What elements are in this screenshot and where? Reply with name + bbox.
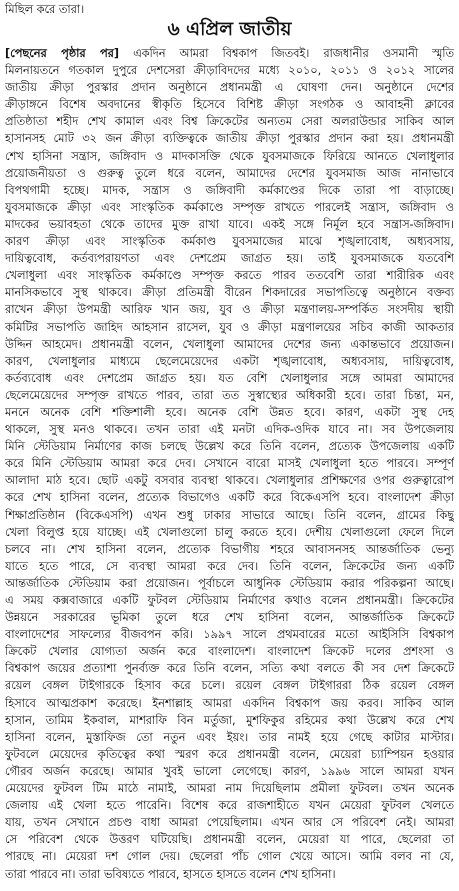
article-line — [5, 421, 454, 438]
article-line — [5, 814, 454, 831]
article-line-text: মেয়েদের ফুটবল টিম মাঠে নামাই, আমরা নাম দিয়েছিলাম প্রমীলা ফুটবল। তখন অনেক — [5, 782, 454, 796]
article-line-text: গৌরব অর্জন করেছে। আমার খুবই ভালো লেগেছে। কারণ, ১৯৯৬ সালে আমরা যখন — [5, 764, 454, 778]
article-line-text: রয়েল বেঙ্গল টাইগারকে হিসাব করে চলে। রয়েল বেঙ্গল টাইগাররা ঠিক রয়েল বেঙ্গল — [5, 679, 454, 693]
article-line-text: বিপথগামী হচ্ছে। মাদক, সন্ত্রাস ও জঙ্গিবাদী কর্মকাণ্ডের দিকে তারা পা বাড়াচ্ছে। — [5, 183, 454, 197]
article-line-text: কর্তব্যবোধ এবং দেশপ্রেম জাগ্রত হয়। যত বেশি খেলাধুলার সঙ্গে আমরা আমাদের — [5, 371, 454, 385]
article-line-text: জাতীয় ক্রীড়া পুরস্কার প্রদান অনুষ্ঠানে প্রধানমন্ত্রী এ ঘোষণা দেন। অনুষ্ঠানে দেশের — [5, 81, 454, 95]
article-line-text: শিক্ষাপ্রতিষ্ঠান (বিকেএসপি) এখন শুধু ঢাকার সাভারে আছে। তিনি বলেন, গ্রামের কিছু — [5, 508, 454, 522]
article-headline: ৬ এপ্রিল জাতীয় — [167, 19, 292, 40]
article-line — [5, 96, 454, 113]
article-line — [5, 575, 454, 592]
article-line-text: খেলা বিলুপ্ত হয়ে যাচ্ছে। এই খেলাগুলো চালু করতে হবে। দেশীয় খেলাগুলো ফেলে দিলে — [5, 525, 454, 539]
article-line-text: হিসাবে আত্মপ্রকাশ করেছে। ইনশাল্লাহ আমরা একদিন বিশ্বকাপ জয় করব। সাকিব আল — [5, 696, 454, 710]
article-line-text: কারণ ক্রীড়া এবং সাংস্কৃতিক কর্মকাণ্ড যুবসমাজের মাঝে শৃঙ্খলাবোধ, অধ্যবসায়, — [5, 235, 454, 249]
article-line-text: প্রতিষ্ঠাতা শহীদ শেখ কামাল এবং বিশ্ব ক্রিকেটের অন্যতম সেরা অলরাউন্ডার সাকিব আল — [5, 115, 454, 129]
article-line — [5, 370, 454, 387]
article-line — [5, 216, 454, 233]
article-body — [5, 45, 454, 883]
article-line-text: হাসানসহ মোট ৩২ জন ক্রীড়া ব্যক্তিত্বকে জাতীয় ক্রীড়া পুরস্কার প্রদান করা হয়। প্রধানমন্ত্রী — [5, 132, 454, 146]
article-line-text: সে পরিবেশ থেকে উত্তরণ ঘটিয়েছি। প্রধানমন্ত্রী বলেন, মেয়েরা যা পারে, ছেলেরা তা — [5, 833, 454, 847]
article-line — [5, 387, 454, 404]
article-line — [5, 113, 454, 130]
article-line-text: তারা পারবে না। তারা ভবিষ্যতে পারবে, হাসতে হাসতে বলেন শেখ হাসিনা। — [5, 867, 336, 881]
article-line — [5, 541, 454, 558]
article-line-text: একদিন আমরা বিশ্বকাপ জিতবই। রাজধানীর ওসমানী স্মৃতি — [119, 47, 454, 60]
article-line — [5, 660, 454, 677]
article-line — [5, 558, 454, 575]
article-line-text: মননে অনেক বেশি শক্তিশালী হবে। অনেক বেশি উন্নত হবে। কারণ, একটা সুস্থ দেহ — [5, 405, 454, 419]
article-line — [5, 353, 454, 370]
article-line-text: আন্তর্জাতিক স্টেডিয়াম করা প্রয়োজন। পূর্বাচলে আধুনিক স্টেডিয়াম করার পরিকল্পনা আছে। — [5, 576, 454, 590]
continued-from-tag: [পেছনের পৃষ্ঠার পর] — [5, 47, 120, 60]
article-line-text: আলাদা মাঠ হবে। ছোট একটু বসবার ব্যবস্থা থাকবে। খেলাধুলার প্রশিক্ষণের ওপর গুরুত্বারোপ — [5, 474, 454, 488]
article-line — [5, 695, 454, 712]
article-line-text: করে শেখ হাসিনা বলেন, প্রত্যেক বিভাগেও একটি করে বিকেএসপি হবে। বাংলাদেশ ক্রীড়া — [5, 491, 454, 505]
article-line — [5, 489, 454, 506]
article-line — [5, 319, 454, 336]
article-line — [5, 404, 454, 421]
article-line-text: করে মিনি স্টেডিয়াম আমরা করে দেব। সেখানে বারো মাসই খেলাধুলা হতে পারবে। সম্পূর্ণ — [5, 457, 454, 471]
article-line-text: ফুটবলে মেয়েদের কৃতিত্বের কথা স্মরণ করে প্রধানমন্ত্রী বলেন, মেয়েরা চ্যাম্পিয়ন হওয়ার — [5, 747, 454, 761]
article-line-text: প্রয়োজনীয়তা ও গুরুত্ব তুলে ধরে বলেন, আমাদের দেশের যুবসমাজ আজ নানাভাবে — [5, 166, 454, 180]
article-line — [5, 780, 454, 797]
article-line-text: এ সময় কক্সবাজারে একটি ফুটবল স্টেডিয়াম নির্মাণের কথাও বলেন প্রধানমন্ত্রী। ক্রিকেটের — [5, 594, 454, 607]
article-line — [5, 45, 454, 62]
article-line-text: বিশ্বকাপ জয়ের প্রত্যাশা পুনর্ব্যক্ত করে তিনি বলেন, সত্যি কথা বলতে কী সব দেশ ক্রিকেটে — [5, 662, 454, 676]
article-line — [5, 165, 454, 182]
article-line — [5, 233, 454, 250]
article-line-text: যাতে হতে পারে, সে ব্যবস্থা আমরা করে দেব। তিনি বলেন, ক্রিকেটের জন্য একটি — [5, 559, 454, 573]
article-line — [5, 267, 454, 284]
article-line-text: রাখেন ক্রীড়া উপমন্ত্রী আরিফ খান জয়, যুব ও ক্রীড়া মন্ত্রণালয়-সম্পর্কিত সংসদীয় স্থায়ী — [5, 303, 454, 317]
article-line — [5, 797, 454, 814]
article-line — [5, 507, 454, 524]
article-line-text: বাংলাদেশের সাফল্যের বীজবপন করি। ১৯৯৭ সালে প্রথমবারের মতো আইসিসি বিশ্বকাপ — [5, 628, 454, 642]
article-line — [5, 848, 454, 865]
article-line-text: ছেলেমেয়েদের সম্পৃক্ত রাখতে পারব, তারা তত সুস্বাস্থ্যের অধিকারী হবে। তারা চিন্তা, মন, — [5, 388, 454, 402]
article-line — [5, 677, 454, 694]
article-line-text: চলবে না। শেখ হাসিনা বলেন, প্রত্যেক বিভাগীয় শহরে আবাসনসহ আন্তর্জাতিক ভেন্যু — [5, 542, 454, 556]
article-line — [5, 438, 454, 455]
article-line-text: যুবসমাজকে ক্রীড়া এবং সাংস্কৃতিক কর্মকাণ্ডে সম্পৃক্ত রাখতে পারলেই সন্ত্রাস, জঙ্গিবাদ ও — [5, 200, 454, 214]
article-line — [5, 130, 454, 147]
article-line — [5, 729, 454, 746]
article-line — [5, 609, 454, 626]
article-line-text: দায়িত্ববোধ, কর্তব্যপরায়ণতা এবং দেশপ্রেম জাগ্রত হয়। তাই যুবসমাজকে যতবেশি — [5, 252, 454, 266]
article-line — [5, 284, 454, 301]
article-line — [5, 472, 454, 489]
article-line — [5, 866, 454, 883]
article-line-text: যায়, তখন সেখানে প্রচণ্ড বাধা আমরা পেয়েছিলাম। এখন আর সে পরিবেশ নেই। আমরা — [5, 816, 454, 830]
article-line — [5, 62, 454, 79]
previous-article-tail: মিছিল করে তারা। — [5, 3, 85, 16]
article-line — [5, 301, 454, 318]
article-line-text: কারণ, খেলাধুলার মাধ্যমে ছেলেমেয়েদের একটা শৃঙ্খলাবোধ, অধ্যবসায়, দায়িত্ববোধ, — [5, 354, 454, 368]
article-line — [5, 831, 454, 848]
article-line-text: হাসিনা বলেন, মুস্তাফিজ তো নতুন এবং ইয়ং। তার নামই হয়ে গেছে কাটার মাস্টার। — [5, 730, 454, 744]
article-line — [5, 79, 454, 96]
article-line-text: উন্নয়নে সরকারের ভূমিকা তুলে ধরে শেখ হাসিনা বলেন, আন্তর্জাতিক ক্রিকেটে — [5, 611, 454, 625]
article-line-text: মানসিকভাবে সুস্থ থাকবে। ক্রীড়া প্রতিমন্ত্রী বীরেন শিকদারের সভাপতিত্বে অনুষ্ঠানে বক্তব্য — [5, 286, 454, 300]
article-line-text: মিলনায়তনে গতকাল দুপুরে দেশসেরা ক্রীড়াবিদদের মধ্যে ২০১০, ২০১১ ও ২০১২ সালের — [5, 64, 454, 78]
article-line — [5, 336, 454, 353]
article-line-text: হাসান, তামিম ইকবাল, মাশরাফি বিন মর্তুজা, মুশফিকুর রহিমের কথা উল্লেখ করে শেখ — [5, 713, 454, 727]
article-line — [5, 199, 454, 216]
article-line-text: জেলায় এই খেলা হতে পারেনি। বিশেষ করে রাজশাহীতে যখন মেয়েরা ফুটবল খেলতে — [5, 799, 454, 813]
article-line-text: মাদকের ভয়াবহতা থেকে তাদের মুক্ত রাখা যাবে। একই সঙ্গে নির্মূল হবে সন্ত্রাস-জঙ্গিবাদ। — [5, 217, 454, 231]
article-line-text: থাকলে, সুস্থ মনও থাকবে। তখন তারা এই মনটা এদিক-ওদিক যাবে না। সব উপজেলায় — [5, 423, 454, 437]
article-line-text: ক্রিকেট খেলার যোগ্যতা অর্জন করে বাংলাদেশ। বাংলাদেশ ক্রিকেট দলের প্রশংসা ও — [5, 645, 454, 659]
article-line-text: শেখ হাসিনা সন্ত্রাস, জঙ্গিবাদ ও মাদকাসক্তি থেকে যুবসমাজকে ফিরিয়ে আনতে খেলাধুলার — [5, 149, 454, 163]
article-line — [5, 455, 454, 472]
article-line — [5, 148, 454, 165]
article-line — [5, 182, 454, 199]
article-line-text: কমিটির সভাপতি জাহিদ আহসান রাসেল, যুব ও ক্রীড়া মন্ত্রণালয়ের সচিব কাজী আকতার — [5, 320, 454, 334]
article-line — [5, 643, 454, 660]
article-line — [5, 712, 454, 729]
article-line — [5, 746, 454, 763]
article-line-text: মিনি স্টেডিয়াম নির্মাণের কাজ চলছে উল্লেখ করে তিনি বলেন, প্রত্যেক উপজেলায় একটি — [5, 440, 454, 454]
article-line-text: ক্রীড়াঙ্গনে বিশেষ অবদানের স্বীকৃতি হিসেবে বিশিষ্ট ক্রীড়া সংগঠক ও আবাহনী ক্লাবের — [5, 98, 454, 112]
article-line — [5, 763, 454, 780]
article-line-text: পারছে না। মেয়েরা দশ গোল দেয়। ছেলেরা পাঁচ গোল খেয়ে আসে। আমি বলব না যে, — [5, 850, 454, 864]
article-line — [5, 524, 454, 541]
article-line — [5, 250, 454, 267]
article-line-text: খেলাধুলা এবং সাংস্কৃতিক কর্মকাণ্ডে সম্পৃক্ত করতে পারব ততবেশি তারা শারীরিক এবং — [5, 269, 454, 283]
article-line — [5, 592, 454, 609]
article-line — [5, 626, 454, 643]
article-line-text: উদ্দিন আহমেদ। প্রধানমন্ত্রী বলেন, খেলাধুলা আমাদের দেশের জন্য একান্তভাবে প্রয়োজন। — [5, 337, 454, 351]
